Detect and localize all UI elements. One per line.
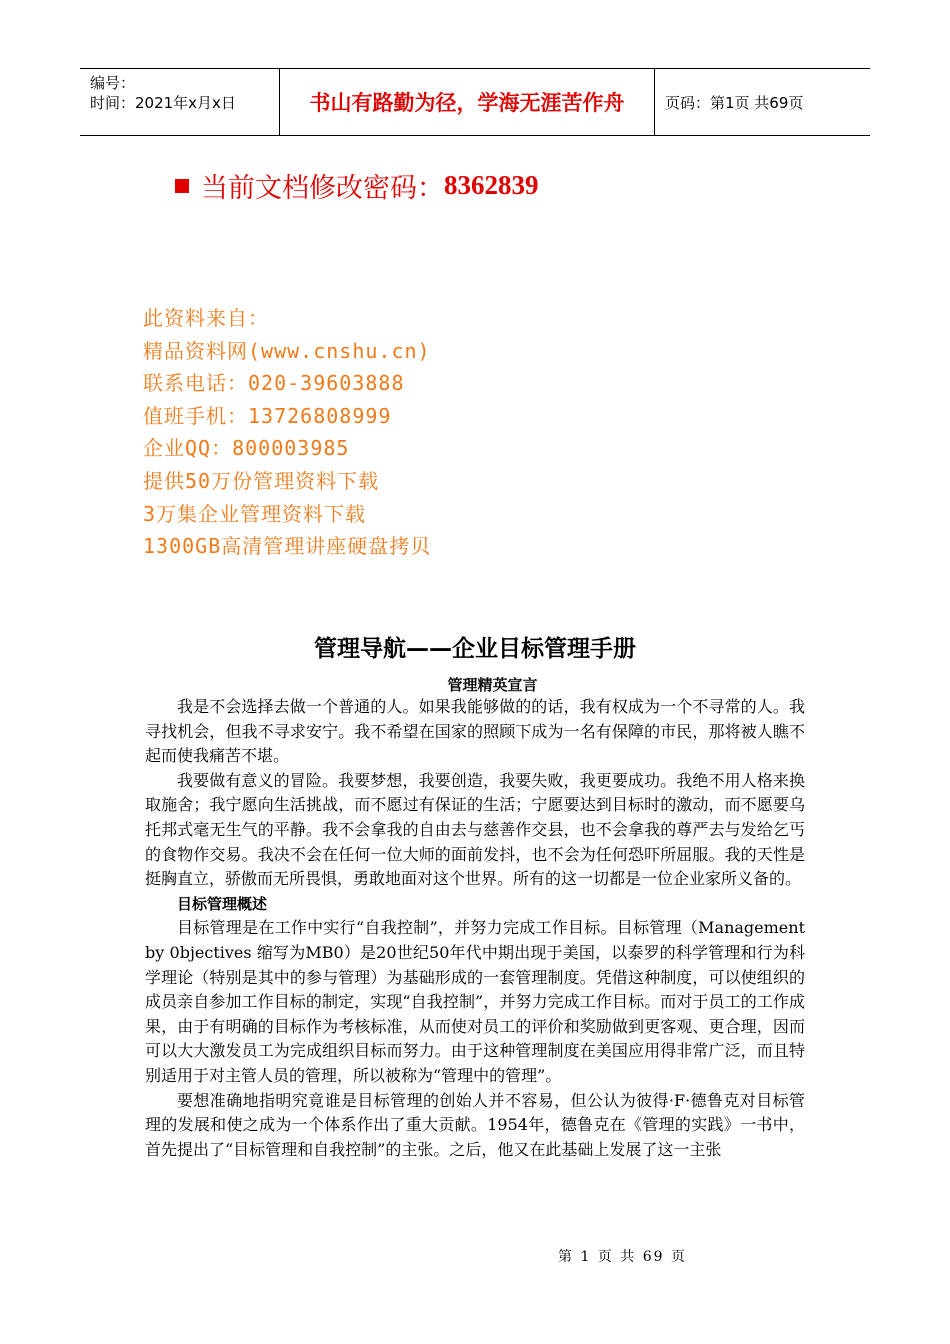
body-paragraph: 我要做有意义的冒险。我要梦想，我要创造，我要失败，我更要成功。我绝不用人格来换取施舍；我宁愿向生活挑战，而不愿过有保证的生活；宁愿要达到目标时的激动，而不愿要乌托邦式毫无生气的平静。我不会拿我的自由去与慈善作交县，也不会拿我的尊严去与发给乞丐的食物作交易。我决不会在任何一位大师的面前发抖，也不会为任何恐吓所屈服。我的天性是挺胸直立，骄傲而无所畏惧，勇敢地面对这个世界。所有的这一切都是一位企业家所义备的。	[145, 770, 805, 889]
source-line: 值班手机：13726808999	[143, 403, 392, 428]
source-info	[143, 302, 431, 563]
number-label: 编号：	[90, 74, 136, 92]
source-line: 此资料来自：	[143, 306, 269, 330]
source-line: 精品资料网(www.cnshu.cn)	[143, 338, 431, 363]
page-footer: 第 1 页 共 69 页	[558, 1249, 687, 1265]
password-code: 8362839	[444, 170, 539, 200]
square-bullet-icon	[175, 179, 189, 193]
document-header	[80, 68, 870, 136]
source-line: 1300GB高清管理讲座硬盘拷贝	[143, 534, 432, 559]
body-paragraph: 我是不会选择去做一个普通的人。如果我能够做的的话，我有权成为一个不寻常的人。我寻找机会，但我不寻求安宁。我不希望在国家的照顾下成为一名有保障的市民，那将被人瞧不起而使我痛苦不堪。	[145, 697, 805, 766]
password-notice	[175, 166, 539, 205]
header-page-info: 页码：第1页 共69页	[665, 93, 804, 112]
body-paragraph: 要想准确地指明究竟谁是目标管理的创始人并不容易，但公认为彼得·F·德鲁克对目标管理的发展和使之成为一个体系作出了重大贡献。1954年，德鲁克在《管理的实践》一书中，首先提出了“目标管理和自我控制”的主张。之后，他又在此基础上发展了这一主张	[145, 1090, 805, 1159]
source-line: 联系电话：020-39603888	[143, 371, 405, 396]
source-line: 企业QQ：800003985	[143, 436, 350, 461]
document-title: 管理导航——企业目标管理手册	[314, 636, 636, 662]
header-motto: 书山有路勤为径，学海无涯苦作舟	[280, 69, 655, 135]
password-label: 当前文档修改密码：	[201, 173, 444, 204]
date-line: 时间：2021年x月x日	[90, 94, 236, 112]
header-meta-cell	[80, 69, 280, 135]
source-line: 3万集企业管理资料下载	[143, 501, 367, 526]
source-line: 提供50万份管理资料下载	[143, 468, 380, 493]
body-paragraph: 目标管理是在工作中实行“自我控制”，并努力完成工作目标。目标管理（Management by 0bjectives 缩写为MB0）是20世纪50年代中期出现于美国，以泰罗的科学管理和行为科学理论（特别是其中的参与管理）为基础形成的一套管理制度。凭借这种制度，可以使组织的成员亲自参加工作目标的制定，实现“自我控制”，并努力完成工作目标。而对于员工的工作成果，由于有明确的目标作为考核标准，从而使对员工的评价和奖励做到更客观、更合理，因而可以大大激发员工为完成组织目标而努力。由于这种管理制度在美国应用得非常广泛，而且特别适用于对主管人员的管理，所以被称为“管理中的管理”。	[145, 918, 805, 1085]
document-body	[145, 695, 805, 1162]
document-subtitle: 管理精英宣言	[447, 676, 538, 694]
section-heading: 目标管理概述	[177, 894, 268, 913]
